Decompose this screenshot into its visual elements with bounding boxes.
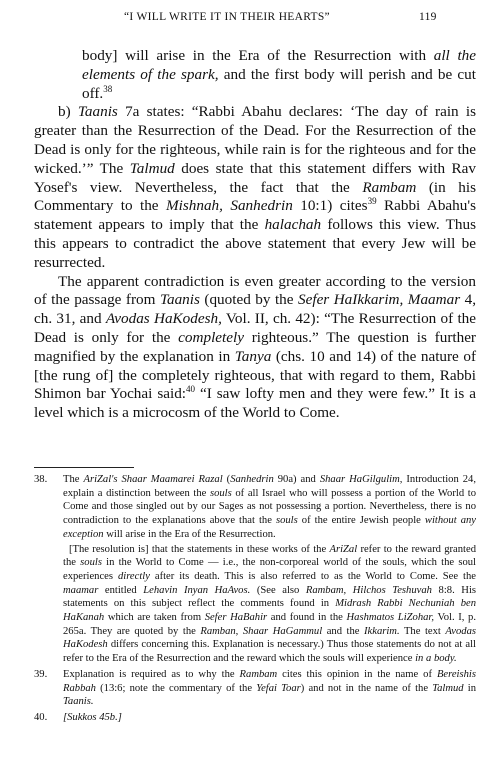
text-run: in the World to Come — i.e., the non-corporeal world of the souls, which the soul experiences: [63, 557, 476, 582]
italic-run: completely: [178, 328, 244, 346]
footnote-40: [34, 711, 476, 725]
italic-run: souls: [275, 515, 298, 527]
italic-run: Mishnah, Sanhedrin: [165, 197, 293, 215]
quote-continuation: [82, 47, 476, 103]
italic-run: Lehavin Inyan HaAvos.: [143, 584, 251, 596]
text-run: of all Israel who will possess a portion of the World to Come and those singled out by our Sages as not possessing a portion. Nevertheless, there is no contradiction to the explanations above that the: [63, 487, 476, 527]
footnote-divider: [34, 467, 134, 468]
text-run: 10:1) cites: [292, 197, 368, 215]
text-run: (: [222, 474, 231, 485]
text-run: 7a states: “Rabbi Abahu declares: ‘The day of rain is greater than the Resurrection of the Dead. For the Resurrection of the Dead is only for the righteous, while rain is for the righteous and for the wicked.’” The: [34, 103, 476, 177]
italic-run: Sanhedrin: [230, 474, 274, 485]
footnote-number: 39.: [34, 668, 48, 680]
text-run: righteous.” The question is further magnified by the explanation in: [34, 328, 476, 365]
text-run: The text: [399, 625, 446, 637]
text-run: will arise in the Era of the Resurrection.: [103, 528, 276, 540]
footnote-38: [34, 473, 476, 666]
italic-run: Avodas HaKodesh,: [105, 310, 222, 328]
italic-run: directly: [117, 570, 150, 582]
footnote-text: [63, 668, 476, 709]
text-run: (quoted by the: [199, 291, 299, 309]
text-run: of the entire Jewish people: [297, 515, 425, 527]
text-run: differs concerning this. Explanation is necessary.) Thus those statements do not at all refer to the Era of the Resurrection and the reward which the souls will experience: [63, 639, 476, 665]
text-run: cites this opinion in the name of: [277, 668, 437, 680]
italic-run: AriZal's Shaar Maamarei Razal: [83, 474, 223, 485]
footnote-text-continued: [63, 543, 476, 666]
text-run: Vol. I, p. 265a. They are quoted by the: [63, 612, 476, 637]
text-run: does state that this statement differs with Rav Yosef's view. Nevertheless, the fact that the: [34, 159, 476, 196]
italic-run: Rambam, Hilchos Teshuvah: [305, 584, 432, 596]
italic-run: souls: [209, 487, 232, 499]
footnote-39: [34, 668, 476, 709]
text-run: ) and not in the name of the: [300, 682, 433, 694]
text-run: and the first body will perish and be cut off.: [82, 65, 476, 102]
text-run: body] will arise in the Era of the Resurrection with: [82, 47, 434, 64]
italic-run: Tanya: [234, 347, 272, 365]
text-run: Explanation is required as to why the: [63, 668, 240, 680]
text-run: (in his Commentary to the: [34, 178, 476, 215]
italic-run: Rambam: [362, 178, 417, 196]
italic-run: all the elements of the spark,: [82, 47, 476, 83]
italic-run: Talmud: [432, 682, 464, 694]
italic-run: in a body.: [415, 653, 457, 665]
footnotes: [34, 473, 476, 725]
italic-run: ]: [117, 711, 122, 723]
italic-run: Bereishis Rabbah: [63, 668, 476, 694]
italic-run: without any exception: [63, 515, 477, 540]
text-run: 90a) and: [273, 474, 320, 485]
italic-run: Shaar HaGilgulim,: [319, 474, 403, 485]
italic-run: AriZal: [329, 543, 358, 555]
text-run: Introduction 24, explain a distinction between the: [63, 474, 476, 499]
paragraph-b: [34, 103, 476, 272]
text-run: follows this view. Thus this appears to contradict the above statement that every Jew will be resurrected.: [34, 216, 476, 271]
italic-run: [Sukkos: [63, 711, 97, 723]
italic-run: Talmud: [129, 159, 175, 177]
text-run: 8:8. His statements on this subject reflect the comments found in: [63, 584, 477, 610]
page-number: 119: [419, 11, 437, 23]
italic-run: Rambam: [239, 668, 278, 680]
italic-run: Taanis: [77, 103, 118, 121]
italic-run: Ramban, Shaar HaGammul: [200, 625, 323, 637]
running-header: [0, 11, 500, 29]
footnote-ref-40[interactable]: 40: [186, 384, 196, 395]
text-run: The apparent contradiction is even greater according to the version of the passage from: [34, 272, 476, 309]
italic-run: Sefer HaBahir: [204, 612, 268, 624]
paragraph-c: [34, 273, 476, 423]
italic-run: Avodas HaKodesh: [63, 625, 476, 651]
text-run: after its death. This is also referred to as the World to Come. See the: [149, 570, 476, 582]
text-run: The: [63, 474, 84, 485]
italic-run: Yefai Toar: [256, 682, 301, 694]
text-run: refer to the reward granted the: [63, 543, 476, 569]
main-text: [34, 47, 476, 423]
text-run: entitled: [98, 584, 144, 596]
text-run: “I saw lofty men and they were few.” It is a level which is a microcosm of the World to Come.: [34, 385, 476, 422]
italic-run: Sefer HaIkkarim, Maamar: [298, 291, 461, 309]
text-run: [The resolution is] that the statements in these works of the: [69, 543, 330, 555]
italic-run: Taanis: [159, 291, 200, 309]
italic-run: Midrash Rabbi Nechuniah ben HaKanah: [63, 598, 476, 624]
footnote-ref-38[interactable]: 38: [103, 83, 113, 94]
italic-run: maamar: [63, 584, 99, 596]
footnote-number: 40.: [34, 711, 48, 723]
text-run: b): [58, 103, 78, 121]
text-run: Vol. II, ch. 42): “The Resurrection of the Dead is only for the: [34, 310, 477, 346]
text-run: which are taken from: [104, 612, 205, 624]
text-run: Rabbi Abahu's statement appears to imply that the: [34, 197, 477, 234]
italic-run: Hashmatos LiZohar,: [346, 612, 435, 624]
text-run: 4, ch. 31, and: [34, 291, 476, 328]
italic-run: souls: [80, 557, 102, 569]
text-run: (See also: [250, 584, 306, 596]
text-run: in: [463, 682, 476, 694]
text-run: (chs. 10 and 14) of the nature of [the rung of] the completely righteous, that with regard to them, Rabbi Shimon bar Yochai said:: [34, 347, 477, 403]
footnote-text: [63, 473, 476, 542]
italic-run: Ikkarim.: [364, 625, 400, 637]
footnote-number: 38.: [34, 474, 48, 485]
running-title: “I WILL WRITE IT IN THEIR HEARTS”: [124, 11, 330, 23]
italic-run: Taanis.: [63, 696, 94, 708]
italic-run: 45b.: [96, 711, 118, 723]
text-run: and the: [322, 625, 365, 637]
text-run: (13:6; note the commentary of the: [95, 682, 257, 694]
footnote-text: [63, 711, 476, 725]
italic-run: halachah: [264, 216, 322, 234]
footnote-ref-39[interactable]: 39: [367, 196, 377, 207]
text-run: and found in the: [267, 612, 347, 624]
